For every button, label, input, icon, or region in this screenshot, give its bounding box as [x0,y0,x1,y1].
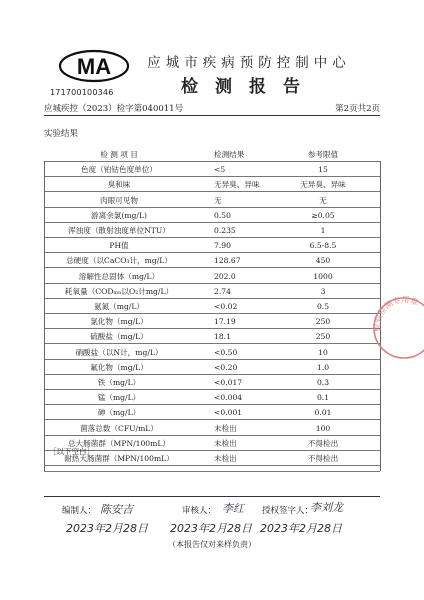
svg-text:检验检测专用章: 检验检测专用章 [372,296,420,332]
limit-cell: 10 [318,347,328,357]
result-cell: 0.235 [214,226,236,235]
result-cell: 18.1 [214,332,231,342]
compiler-date: 2023年2月28日 [66,522,148,535]
limit-cell: ≥0.05 [311,210,335,220]
table-row [44,437,380,450]
header-item: 检 测 项 目 [100,150,138,159]
limit-cell: 15 [318,165,328,175]
signer-label: 授权签字人： [262,506,314,516]
reviewer-label: 审核人： [182,506,217,516]
report-title: 检测报告 [181,77,317,97]
table-row [44,224,380,237]
limit-cell: 1.0 [316,362,330,372]
limit-cell: 100 [315,423,331,433]
ma-logo-text: MA [76,54,112,79]
table-rule [44,267,380,268]
table-row [44,346,380,359]
table-row [44,239,380,252]
result-cell: <0.001 [214,408,243,418]
table-row [44,300,380,313]
item-cell: 游离余氯(mg/L) [91,210,147,220]
table-row [44,422,380,435]
signer-signature: 李刘龙 [310,501,343,514]
signer-date: 2023年2月28日 [260,522,342,535]
table-rule [44,471,380,472]
table-rule [44,207,380,208]
limit-cell: 0.3 [316,378,330,387]
header-limit: 参考限值 [307,150,339,159]
limit-cell: 250 [315,317,331,327]
official-seal [372,296,424,360]
limit-cell: 不得检出 [307,454,339,463]
limit-cell: 0.1 [316,393,330,403]
table-row [44,285,380,298]
limit-cell: 无异臭、异味 [300,180,346,190]
item-cell: 砷（mg/L） [97,408,141,418]
table-row [44,163,380,176]
reviewer-signature: 李红 [222,502,244,515]
item-cell: 菌落总数（CFU/mL） [80,423,158,433]
compiler-signature: 陈安吉 [100,503,133,516]
limit-cell: 6.5-8.5 [309,241,337,251]
result-cell: 128.67 [214,256,241,266]
table-rule [44,161,380,162]
reviewer-date: 2023年2月28日 [170,522,252,535]
table-rule [44,191,380,192]
limit-cell: 不得检出 [307,438,339,448]
result-cell: 无 [214,195,222,205]
item-cell: 硫酸盐（mg/L） [90,332,148,342]
table-row [44,315,380,328]
table-rule [44,374,380,375]
section-title: 实验结果 [44,129,79,139]
item-cell: 氨氮（mg/L） [93,302,145,311]
table-rule [44,359,380,360]
table-rule [44,176,380,177]
table-rule [44,419,380,420]
table-row [44,194,380,207]
result-cell: 未检出 [214,438,237,448]
item-cell: 总大肠菌群（MPN/100mL） [68,438,170,448]
limit-cell: 0.01 [314,408,332,418]
limit-cell: 250 [315,332,331,342]
table-row [44,391,380,404]
result-cell: <5 [214,165,226,175]
result-cell: 7.90 [214,241,231,251]
limit-cell: 1 [320,226,326,235]
header-rule [44,115,380,116]
item-cell: 臭和味 [107,180,131,190]
header-result: 检测结果 [214,150,245,159]
table-rule [44,343,380,344]
ma-certification-logo [58,49,130,83]
item-cell: 铁（mg/L） [97,378,141,387]
item-cell: 耗氧量（CODₘₙ以O₂计mg/L） [64,286,174,296]
item-cell: 肉眼可见物 [100,195,138,205]
item-cell: 浑浊度（散射浊度单位NTU） [68,226,170,235]
item-cell: 锰（mg/L） [97,393,141,403]
table-row [44,270,380,283]
table-row [44,330,380,343]
table-row [44,361,380,374]
table-rule [44,328,380,329]
table-rule [44,313,380,314]
ma-code: 171700100346 [50,88,114,97]
result-cell: 0.50 [214,210,231,220]
limit-cell: 无 [319,195,327,205]
table-rule [44,298,380,299]
blank-note: ［以下空白］ [49,447,94,456]
result-cell: <0.004 [214,393,243,403]
item-cell: 总硬度（以CaCO₃计，mg/L） [66,256,172,266]
document-number: 应城疾控（2023）检字第040011号 [44,104,184,114]
table-rule [44,435,380,436]
item-cell: 氟化物（mg/L） [90,362,148,372]
result-cell: 无异臭、异味 [214,180,260,190]
page-info: 第2页共2页 [335,104,380,114]
result-cell: <0.20 [214,362,238,372]
organization-name: 应城市疾病预防控制中心 [147,55,351,71]
table-rule [44,389,380,390]
signature-rule [44,496,380,497]
table-row [44,452,380,465]
item-cell: 耐热大肠菌群（MPN/100mL） [64,454,174,463]
limit-cell: 3 [320,286,326,296]
footnote: （本报告仅对来样负责） [168,540,256,549]
table-rule [44,283,380,284]
limit-cell: 0.5 [316,302,330,311]
table-rule [44,237,380,238]
result-cell: 17.19 [214,317,236,327]
compiler-label: 编制人： [62,506,97,516]
table-rule [44,450,380,451]
limit-cell: 1000 [313,271,333,281]
result-cell: 2.74 [214,286,231,296]
result-cell: 未检出 [214,423,237,433]
table-row [44,178,380,191]
table-row [44,254,380,267]
result-cell: <0.50 [214,347,238,357]
table-rule [44,465,380,466]
table-border [44,161,45,471]
item-cell: 溶解性总固体（mg/L） [78,271,160,281]
result-cell: 未检出 [214,454,237,463]
item-cell: 色度（铂钴色度单位） [81,165,157,175]
table-header-row [44,148,380,161]
table-rule [44,404,380,405]
result-cell: <0.017 [214,378,243,387]
table-rule [44,222,380,223]
result-cell: 202.0 [214,271,236,281]
item-cell: 氯化物（mg/L） [90,317,148,327]
table-rule [44,252,380,253]
item-cell: 硝酸盐（以N计，mg/L） [75,347,163,357]
result-cell: <0.02 [214,302,238,311]
table-row [44,376,380,389]
item-cell: PH值 [109,241,129,251]
limit-cell: 450 [315,256,331,266]
table-row [44,209,380,222]
table-row [44,406,380,419]
